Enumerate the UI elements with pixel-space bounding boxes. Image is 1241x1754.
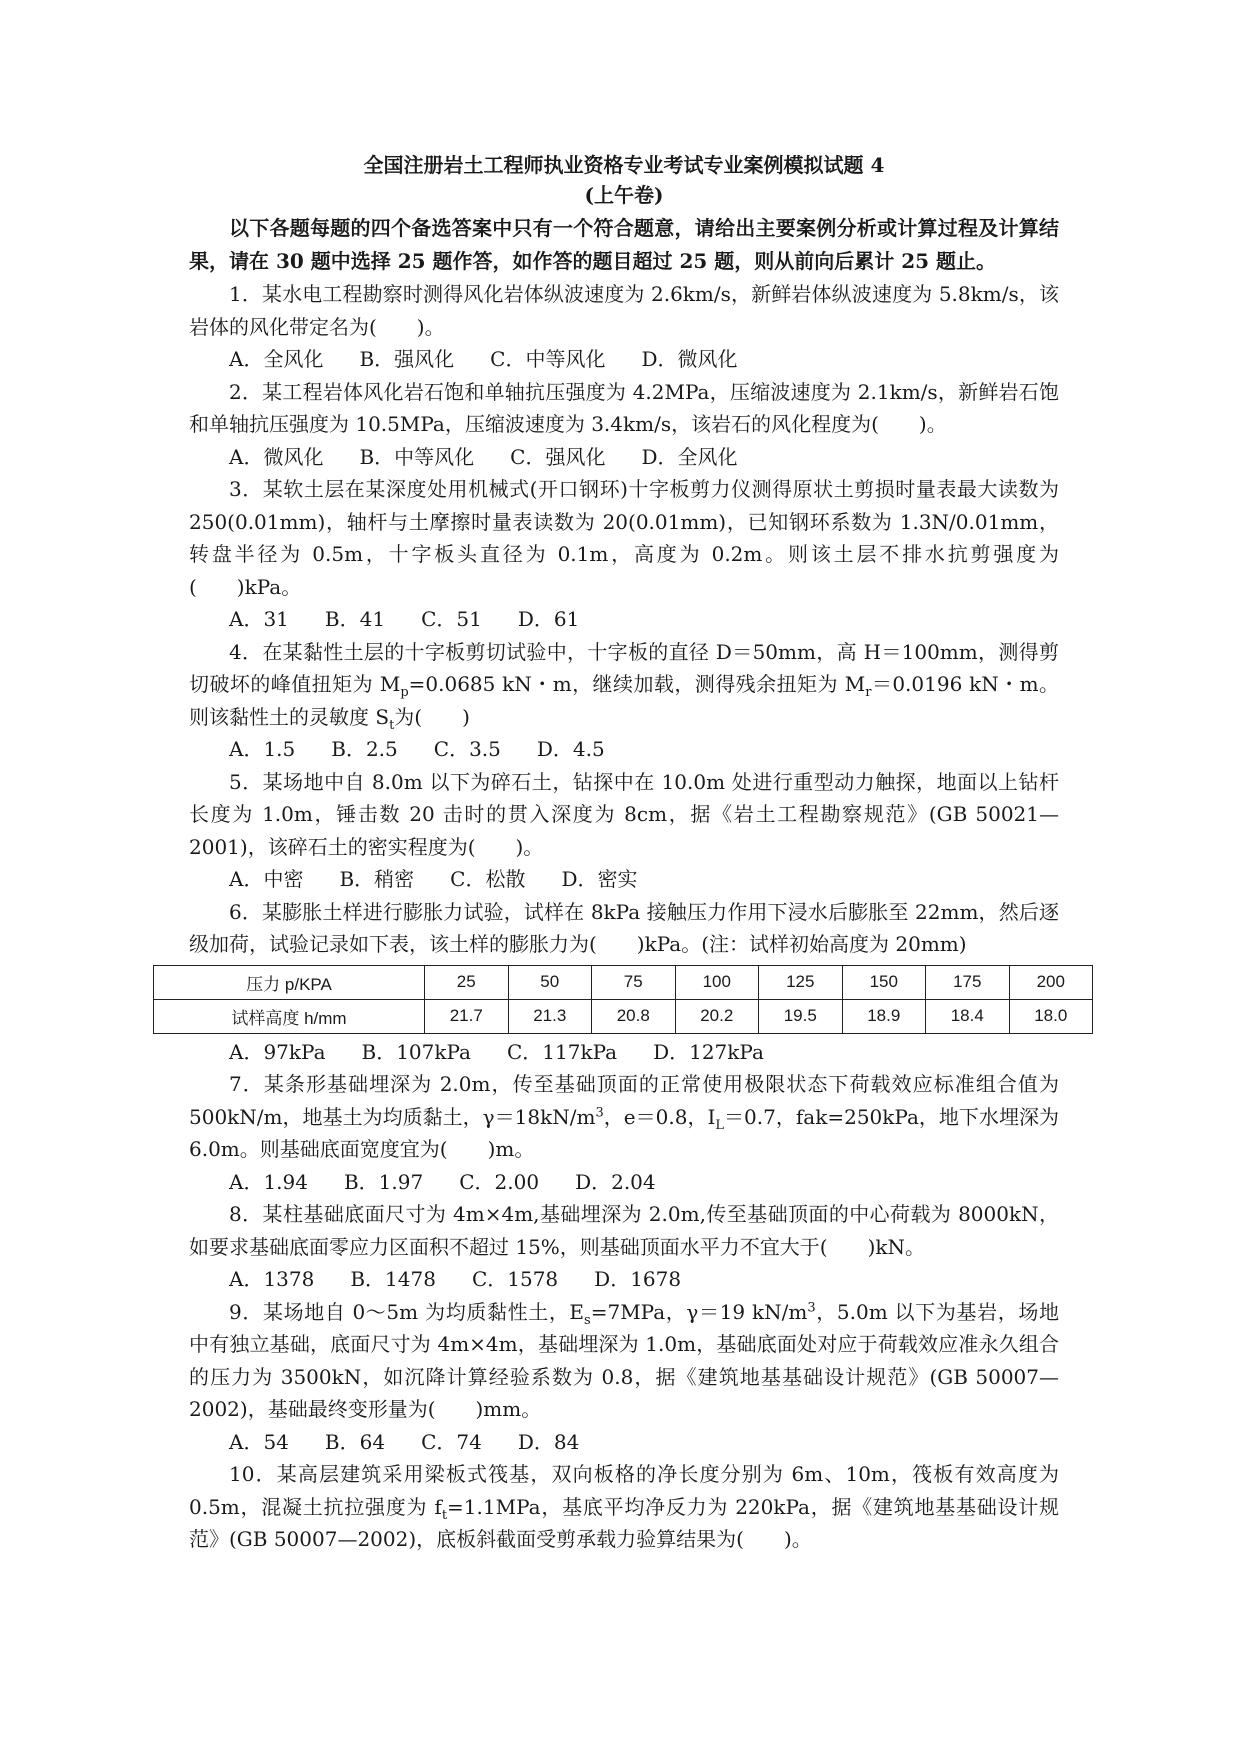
q9-sub-s: s: [584, 1312, 591, 1328]
table-cell: 20.2: [675, 999, 759, 1033]
q9-text-2: =7MPa，γ＝19 kN/m: [590, 1299, 808, 1324]
option-c: C．松散: [450, 867, 526, 891]
option-a: A．中密: [229, 867, 304, 891]
option-d: D．密实: [561, 867, 638, 891]
option-b: B．1.97: [343, 1169, 424, 1194]
option-c: C．3.5: [433, 737, 501, 761]
table-cell: 125: [759, 965, 843, 999]
option-d: D．61: [517, 607, 580, 631]
option-b: B．稍密: [339, 867, 415, 891]
option-d: D．2.04: [575, 1169, 656, 1194]
page-subtitle: (上午卷): [584, 183, 664, 207]
option-d: D．84: [517, 1429, 580, 1454]
table-cell: 50: [508, 965, 592, 999]
option-a: A．微风化: [229, 444, 324, 469]
question-8: 8．某柱基础底面尺寸为 4m×4m,基础埋深为 2.0m,传至基础顶面的中心荷载为 8000kN，如要求基础底面零应力区面积不超过 15%，则基础顶面水平力不宜大于( )kN。: [189, 1202, 1059, 1259]
q10-sub-t: t: [441, 1507, 448, 1523]
table-row-label: 试样高度 h/mm: [154, 999, 425, 1033]
question-1: 1．某水电工程勘察时测得风化岩体纵波速度为 2.6km/s，新鲜岩体纵波速度为 5.8km/s，该岩体的风化带定名为( )。: [189, 282, 1059, 339]
table-cell: 18.4: [926, 999, 1010, 1033]
q7-text-2: ，e＝0.8，I: [603, 1104, 716, 1129]
page-title: 全国注册岩土工程师执业资格专业考试专业案例模拟试题 4: [363, 153, 885, 177]
question-9: [189, 1296, 1059, 1426]
question-2: 2．某工程岩体风化岩石饱和单轴抗压强度为 4.2MPa，压缩波速度为 2.1km/s，新鲜岩石饱和单轴抗压强度为 10.5MPa，压缩波速度为 3.4km/s，该岩石的风化程度为( )。: [189, 379, 1059, 436]
q9-sup-3: 3: [807, 1299, 816, 1315]
question-3: 3．某软土层在某深度处用机械式(开口钢环)十字板剪力仪测得原状土剪损时量表最大读数为 250(0.01mm)，轴杆与土摩擦时量表读数为 20(0.01mm)，已知钢环系数为 1.3N/0.01mm，转盘半径为 0.5m，十字板头直径为 0.1m，高度为 0.2m。则该土层不排水抗剪强度为( )kPa。: [189, 477, 1059, 599]
question-5: 5．某场地中自 8.0m 以下为碎石土，钻探中在 10.0m 处进行重型动力触探，地面以上钻杆长度为 1.0m，锤击数 20 击时的贯入深度为 8cm，据《岩土工程勘察规范》(GB 50021—2001)，该碎石土的密实程度为( )。: [189, 769, 1059, 859]
option-a: A．1378: [229, 1267, 315, 1291]
q9-text-1: 9．某场地自 0～5m 为均质黏性土，E: [229, 1299, 585, 1324]
option-c: C．1578: [471, 1267, 559, 1291]
q7-text-3: ＝0.7，fak=250kPa，地下水埋深为 6.0m。则基础底面宽度宜为( )m。: [189, 1104, 1059, 1161]
option-c: C．117kPa: [506, 1039, 618, 1064]
table-cell: 100: [675, 965, 759, 999]
option-a: A．54: [229, 1429, 289, 1454]
q10-text-2: =1.1MPa，基底平均净反力为 220kPa，据《建筑地基基础设计规范》(GB 50007—2002)，底板斜截面受剪承载力验算结果为( )。: [189, 1494, 1059, 1551]
option-d: D．全风化: [641, 444, 738, 469]
q4-sub-r: r: [865, 685, 872, 700]
option-b: B．1478: [350, 1267, 436, 1291]
question-7: [189, 1068, 1059, 1166]
option-b: B．中等风化: [359, 444, 475, 469]
option-c: C．2.00: [459, 1169, 540, 1194]
option-d: D．1678: [594, 1267, 682, 1291]
q7-sup-3: 3: [595, 1104, 604, 1120]
option-c: C．强风化: [510, 444, 606, 469]
table-cell: 150: [842, 965, 926, 999]
options-1: [189, 343, 1059, 376]
table-cell: 175: [926, 965, 1010, 999]
option-c: C．51: [421, 607, 482, 631]
q4-sub-t: t: [389, 717, 395, 733]
table-cell: 21.7: [425, 999, 509, 1033]
table-cell: 75: [592, 965, 676, 999]
option-a: A．31: [229, 607, 289, 631]
option-b: B．强风化: [359, 347, 455, 371]
options-8: [189, 1263, 1059, 1296]
option-b: B．64: [324, 1429, 386, 1454]
table-cell: 21.3: [508, 999, 592, 1033]
option-d: D．127kPa: [653, 1039, 764, 1064]
option-d: D．微风化: [641, 347, 738, 371]
q7-sub-l: L: [715, 1117, 725, 1133]
q4-text-3: ＝0.0196 kN・m。则该黏性土的灵敏度 S: [189, 672, 1060, 729]
table-cell: 20.8: [592, 999, 676, 1033]
table-cell: 200: [1009, 965, 1093, 999]
table-cell: 18.9: [842, 999, 926, 1033]
option-d: D．4.5: [536, 737, 605, 761]
swelling-test-table: [153, 965, 1093, 1034]
instructions: 以下各题每题的四个备选答案中只有一个符合题意，请给出主要案例分析或计算过程及计算结果，请在 30 题中选择 25 题作答，如作答的题目超过 25 题，则从前向后累计 25 题止。: [189, 216, 1059, 273]
option-c: C．中等风化: [490, 347, 606, 371]
q4-text-2: =0.0685 kN・m，继续加载，测得残余扭矩为 M: [408, 672, 866, 696]
option-a: A．全风化: [229, 347, 324, 371]
q9-text-3: ，5.0m 以下为基岩，场地中有独立基础，底面尺寸为 4m×4m，基础埋深为 1.0m，基础底面处对应于荷载效应准永久组合的压力为 3500kN，如沉降计算经验系数为 0.8，据《建筑地基基础设计规范》(GB 50007—2002)，基础最终变形量为( )mm。: [189, 1299, 1059, 1421]
options-4: [189, 733, 1059, 766]
table-row: [154, 965, 1093, 999]
option-a: A．1.94: [229, 1169, 308, 1194]
table-cell: 18.0: [1009, 999, 1093, 1033]
options-7: [189, 1166, 1059, 1199]
q10-text-1: 10．某高层建筑采用梁板式筏基，双向板格的净长度分别为 6m、10m，筏板有效高度为 0.5m，混凝土抗拉强度为 f: [189, 1462, 1059, 1519]
option-b: B．2.5: [331, 737, 398, 761]
q7-text-1: 7．某条形基础埋深为 2.0m，传至基础顶面的正常使用极限状态下荷载效应标准组合值为 500kN/m，地基土为均质黏土，γ＝18kN/m: [189, 1072, 1059, 1129]
options-6: [189, 1036, 1059, 1069]
options-2: [189, 441, 1059, 474]
options-3: [189, 603, 1059, 636]
option-b: B．41: [324, 607, 386, 631]
options-5: [189, 863, 1059, 896]
question-6: 6．某膨胀土样进行膨胀力试验，试样在 8kPa 接触压力作用下浸水后膨胀至 22mm，然后逐级加荷，试验记录如下表，该土样的膨胀力为( )kPa。(注：试样初始高度为 20mm): [189, 899, 1059, 956]
question-10: [189, 1458, 1059, 1556]
option-c: C．74: [421, 1429, 482, 1454]
option-b: B．107kPa: [361, 1039, 471, 1064]
table-row: [154, 999, 1093, 1033]
q4-text-4: 为( ): [394, 704, 470, 729]
q4-sub-p: p: [400, 685, 409, 700]
exam-page: [189, 150, 1068, 1556]
table-row-label: 压力 p/KPA: [154, 965, 425, 999]
options-9: [189, 1426, 1059, 1459]
q4-text-1: 4．在某黏性土层的十字板剪切试验中，十字板的直径 D＝50mm，高 H＝100mm，测得剪切破坏的峰值扭矩为 M: [189, 639, 1059, 696]
question-4: [189, 636, 1059, 734]
option-a: A．1.5: [229, 737, 296, 761]
table-cell: 25: [425, 965, 509, 999]
option-a: A．97kPa: [229, 1039, 326, 1064]
table-cell: 19.5: [759, 999, 843, 1033]
